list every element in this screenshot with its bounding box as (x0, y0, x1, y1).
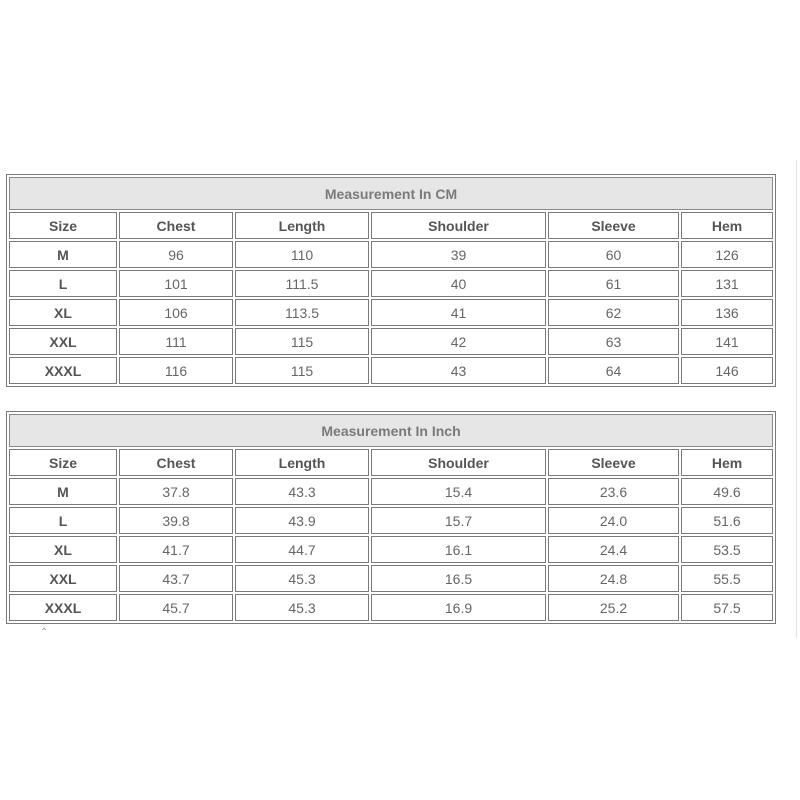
column-header-length: Length (235, 449, 369, 476)
chest-cell: 101 (119, 270, 233, 297)
shoulder-cell: 16.1 (371, 536, 546, 563)
column-header-length: Length (235, 212, 369, 239)
sleeve-cell: 24.8 (548, 565, 679, 592)
length-cell: 43.9 (235, 507, 369, 534)
sleeve-cell: 62 (548, 299, 679, 326)
length-cell: 110 (235, 241, 369, 268)
chest-cell: 41.7 (119, 536, 233, 563)
hem-cell: 141 (681, 328, 773, 355)
chest-cell: 96 (119, 241, 233, 268)
shoulder-cell: 16.5 (371, 565, 546, 592)
chest-cell: 45.7 (119, 594, 233, 621)
size-chart-inch-table (6, 411, 776, 624)
table-row (9, 270, 773, 297)
size-cell: XL (9, 536, 117, 563)
table-header-row (9, 212, 773, 239)
shoulder-cell: 40 (371, 270, 546, 297)
sleeve-cell: 64 (548, 357, 679, 384)
column-header-shoulder: Shoulder (371, 449, 546, 476)
sleeve-cell: 25.2 (548, 594, 679, 621)
table-row (9, 536, 773, 563)
table-row (9, 478, 773, 505)
size-cell: L (9, 507, 117, 534)
length-cell: 43.3 (235, 478, 369, 505)
shoulder-cell: 15.7 (371, 507, 546, 534)
length-cell: 115 (235, 357, 369, 384)
chest-cell: 116 (119, 357, 233, 384)
column-header-chest: Chest (119, 212, 233, 239)
sleeve-cell: 24.0 (548, 507, 679, 534)
sleeve-cell: 60 (548, 241, 679, 268)
page-edge-divider (796, 160, 797, 638)
shoulder-cell: 43 (371, 357, 546, 384)
size-cell: XXXL (9, 357, 117, 384)
chest-cell: 111 (119, 328, 233, 355)
sleeve-cell: 23.6 (548, 478, 679, 505)
hem-cell: 131 (681, 270, 773, 297)
column-header-sleeve: Sleeve (548, 212, 679, 239)
shoulder-cell: 42 (371, 328, 546, 355)
column-header-size: Size (9, 449, 117, 476)
shoulder-cell: 41 (371, 299, 546, 326)
chest-cell: 106 (119, 299, 233, 326)
table-title: Measurement In Inch (9, 414, 773, 447)
length-cell: 111.5 (235, 270, 369, 297)
column-header-sleeve: Sleeve (548, 449, 679, 476)
hem-cell: 51.6 (681, 507, 773, 534)
up-caret-icon: ⌃ (40, 627, 49, 638)
length-cell: 45.3 (235, 594, 369, 621)
table-row (9, 241, 773, 268)
column-header-chest: Chest (119, 449, 233, 476)
size-cell: XL (9, 299, 117, 326)
length-cell: 113.5 (235, 299, 369, 326)
hem-cell: 126 (681, 241, 773, 268)
column-header-size: Size (9, 212, 117, 239)
table-row (9, 357, 773, 384)
size-cell: XXL (9, 565, 117, 592)
hem-cell: 136 (681, 299, 773, 326)
hem-cell: 146 (681, 357, 773, 384)
size-cell: L (9, 270, 117, 297)
table-row (9, 565, 773, 592)
length-cell: 44.7 (235, 536, 369, 563)
hem-cell: 53.5 (681, 536, 773, 563)
table-row (9, 507, 773, 534)
shoulder-cell: 15.4 (371, 478, 546, 505)
column-header-hem: Hem (681, 212, 773, 239)
table-title-row (9, 414, 773, 447)
column-header-shoulder: Shoulder (371, 212, 546, 239)
table-row (9, 299, 773, 326)
hem-cell: 55.5 (681, 565, 773, 592)
hem-cell: 57.5 (681, 594, 773, 621)
length-cell: 115 (235, 328, 369, 355)
size-cell: M (9, 478, 117, 505)
shoulder-cell: 16.9 (371, 594, 546, 621)
table-row (9, 594, 773, 621)
chest-cell: 43.7 (119, 565, 233, 592)
sleeve-cell: 24.4 (548, 536, 679, 563)
size-cell: M (9, 241, 117, 268)
chest-cell: 37.8 (119, 478, 233, 505)
size-chart-cm-table (6, 174, 776, 387)
sleeve-cell: 63 (548, 328, 679, 355)
shoulder-cell: 39 (371, 241, 546, 268)
table-header-row (9, 449, 773, 476)
length-cell: 45.3 (235, 565, 369, 592)
size-cell: XXXL (9, 594, 117, 621)
table-title: Measurement In CM (9, 177, 773, 210)
table-title-row (9, 177, 773, 210)
sleeve-cell: 61 (548, 270, 679, 297)
column-header-hem: Hem (681, 449, 773, 476)
hem-cell: 49.6 (681, 478, 773, 505)
size-cell: XXL (9, 328, 117, 355)
table-row (9, 328, 773, 355)
chest-cell: 39.8 (119, 507, 233, 534)
